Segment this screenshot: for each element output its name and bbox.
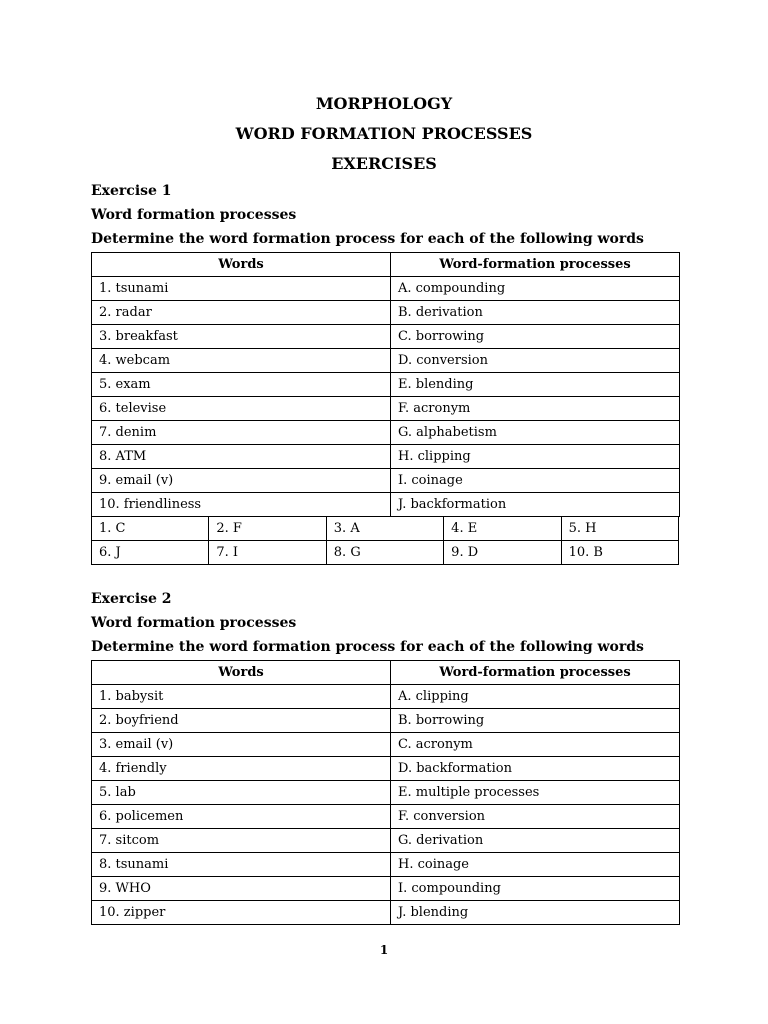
answer-cell: 2. F (209, 517, 326, 541)
process-cell: G. derivation (391, 829, 680, 853)
process-cell: H. clipping (391, 445, 680, 469)
process-cell: B. borrowing (391, 709, 680, 733)
table-row (92, 277, 680, 301)
table-row (92, 853, 680, 877)
word-cell: 9. email (v) (92, 469, 391, 493)
exercise2-subheading: Word formation processes (91, 615, 297, 631)
document-title: MORPHOLOGY (315, 94, 453, 113)
word-cell: 4. friendly (92, 757, 391, 781)
exercise1-instruction: Determine the word formation process for each of the following words (91, 231, 644, 247)
process-cell: J. blending (391, 901, 680, 925)
column-header-processes: Word-formation processes (391, 253, 680, 277)
column-header-processes: Word-formation processes (391, 661, 680, 685)
process-cell: E. blending (391, 373, 680, 397)
table-row (92, 757, 680, 781)
process-cell: H. coinage (391, 853, 680, 877)
process-cell: D. backformation (391, 757, 680, 781)
table-row (92, 805, 680, 829)
exercise2-instruction: Determine the word formation process for each of the following words (91, 639, 644, 655)
process-cell: A. clipping (391, 685, 680, 709)
process-cell: I. compounding (391, 877, 680, 901)
document-section-title: EXERCISES (331, 154, 437, 173)
answer-cell: 3. A (326, 517, 443, 541)
process-cell: A. compounding (391, 277, 680, 301)
process-cell: I. coinage (391, 469, 680, 493)
answer-cell: 5. H (561, 517, 678, 541)
answer-row (92, 517, 679, 541)
answer-cell: 7. I (209, 541, 326, 565)
process-cell: G. alphabetism (391, 421, 680, 445)
word-cell: 8. tsunami (92, 853, 391, 877)
column-header-words: Words (92, 661, 391, 685)
exercise1-subheading: Word formation processes (91, 207, 297, 223)
word-cell: 6. policemen (92, 805, 391, 829)
exercise1-answer-key (91, 516, 679, 565)
process-cell: F. conversion (391, 805, 680, 829)
column-header-words: Words (92, 253, 391, 277)
table-row (92, 301, 680, 325)
exercise2-heading: Exercise 2 (91, 591, 172, 607)
table-row (92, 829, 680, 853)
process-cell: F. acronym (391, 397, 680, 421)
table-header-row (92, 661, 680, 685)
table-row (92, 685, 680, 709)
table-row (92, 901, 680, 925)
table-row (92, 877, 680, 901)
table-row (92, 325, 680, 349)
word-cell: 5. lab (92, 781, 391, 805)
process-cell: B. derivation (391, 301, 680, 325)
answer-cell: 6. J (92, 541, 209, 565)
answer-cell: 4. E (444, 517, 561, 541)
word-cell: 5. exam (92, 373, 391, 397)
document-subtitle: WORD FORMATION PROCESSES (235, 124, 533, 143)
word-cell: 2. boyfriend (92, 709, 391, 733)
table-header-row (92, 253, 680, 277)
table-row (92, 445, 680, 469)
table-row (92, 421, 680, 445)
process-cell: J. backformation (391, 493, 680, 517)
process-cell: C. borrowing (391, 325, 680, 349)
table-row (92, 733, 680, 757)
word-cell: 10. friendliness (92, 493, 391, 517)
table-row (92, 781, 680, 805)
table-row (92, 373, 680, 397)
exercise1-heading: Exercise 1 (91, 183, 172, 199)
word-cell: 2. radar (92, 301, 391, 325)
table-row (92, 469, 680, 493)
table-row (92, 493, 680, 517)
word-cell: 8. ATM (92, 445, 391, 469)
process-cell: C. acronym (391, 733, 680, 757)
word-cell: 3. email (v) (92, 733, 391, 757)
process-cell: D. conversion (391, 349, 680, 373)
word-cell: 1. babysit (92, 685, 391, 709)
answer-cell: 1. C (92, 517, 209, 541)
word-cell: 9. WHO (92, 877, 391, 901)
exercise2-table (91, 660, 680, 925)
table-row (92, 397, 680, 421)
word-cell: 3. breakfast (92, 325, 391, 349)
word-cell: 7. sitcom (92, 829, 391, 853)
table-row (92, 709, 680, 733)
page-number: 1 (379, 943, 389, 957)
word-cell: 6. televise (92, 397, 391, 421)
exercise1-table (91, 252, 680, 517)
answer-cell: 10. B (561, 541, 678, 565)
word-cell: 4. webcam (92, 349, 391, 373)
table-row (92, 349, 680, 373)
answer-row (92, 541, 679, 565)
word-cell: 10. zipper (92, 901, 391, 925)
answer-cell: 8. G (326, 541, 443, 565)
word-cell: 7. denim (92, 421, 391, 445)
answer-cell: 9. D (444, 541, 561, 565)
word-cell: 1. tsunami (92, 277, 391, 301)
process-cell: E. multiple processes (391, 781, 680, 805)
